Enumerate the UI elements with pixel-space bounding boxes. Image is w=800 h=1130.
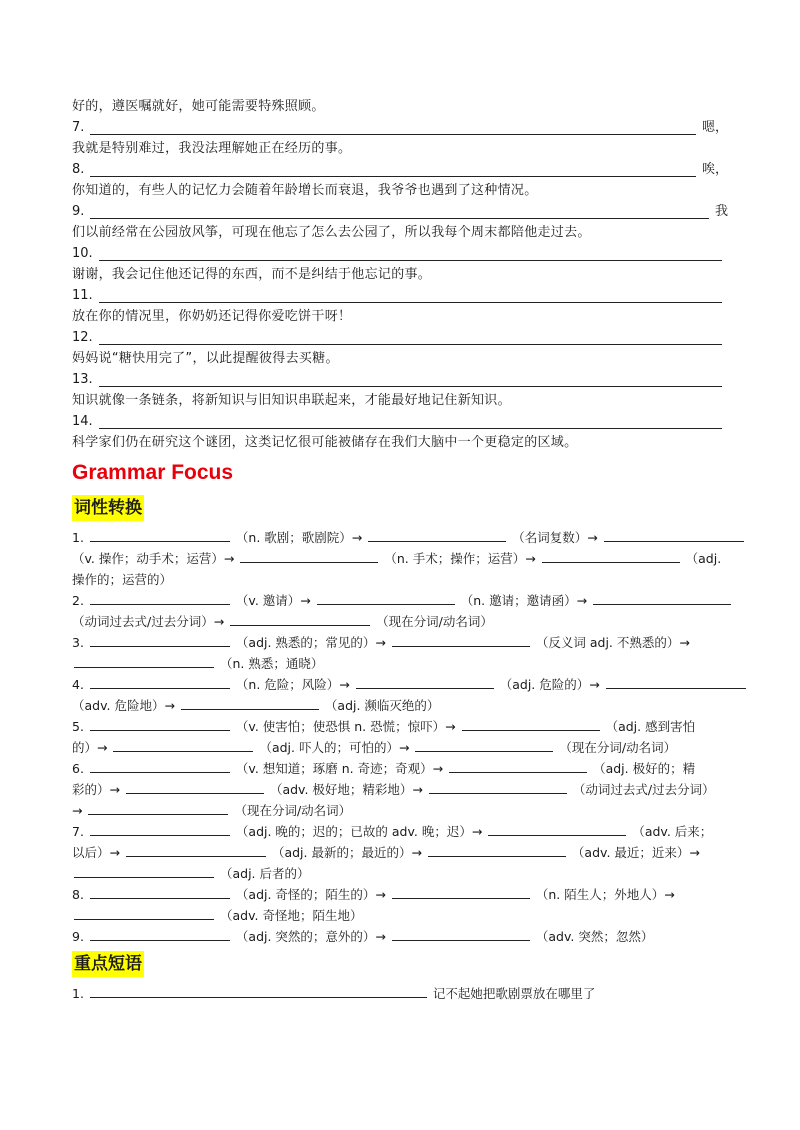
word-form-line: 3. （adj. 熟悉的；常见的）→ （反义词 adj. 不熟悉的）→: [72, 635, 690, 650]
answer-blank[interactable]: [74, 906, 214, 920]
translation-item: [72, 285, 728, 306]
worksheet-page: [72, 96, 728, 1004]
item-continuation-text: 科学家们仍在研究这个谜团，这类记忆很可能被储存在我们大脑中一个更稳定的区域。: [72, 435, 578, 450]
item-number: 10.: [72, 246, 93, 261]
word-form-line: （adj. 后者的）: [72, 863, 728, 884]
item-number: 13.: [72, 372, 93, 387]
word-forms-list: [72, 527, 728, 947]
word-form-line: 8. （adj. 奇怪的；陌生的）→ （n. 陌生人；外地人）→: [72, 887, 675, 902]
answer-blank[interactable]: [449, 759, 587, 773]
answer-blank[interactable]: [90, 927, 230, 941]
answer-blank[interactable]: [99, 288, 722, 303]
item-number: 8.: [72, 162, 85, 177]
answer-blank[interactable]: [356, 675, 494, 689]
answer-blank[interactable]: [392, 633, 530, 647]
answer-blank[interactable]: [88, 801, 228, 815]
item-6-continuation: 好的，遵医嘱就好，她可能需要特殊照顾。: [72, 99, 325, 114]
answer-blank[interactable]: [90, 675, 230, 689]
section-title-word-forms: 词性转换: [72, 495, 144, 521]
answer-blank[interactable]: [606, 675, 746, 689]
answer-blank[interactable]: [429, 780, 567, 794]
word-form-line: 1. （n. 歌剧；歌剧院）→ （名词复数）→: [72, 527, 728, 548]
word-form-line: 5. （v. 使害怕；使恐惧 n. 恐慌；惊吓）→ （adj. 感到害怕: [72, 719, 696, 734]
answer-blank[interactable]: [428, 843, 566, 857]
translation-item: [72, 159, 728, 180]
answer-blank[interactable]: [99, 414, 722, 429]
answer-blank[interactable]: [74, 654, 214, 668]
answer-blank[interactable]: [90, 885, 230, 899]
answer-blank[interactable]: [90, 984, 427, 998]
answer-blank[interactable]: [99, 246, 722, 261]
item-number: 7.: [72, 120, 85, 135]
translation-item: [72, 201, 728, 222]
answer-blank[interactable]: [74, 864, 214, 878]
answer-blank[interactable]: [99, 330, 722, 345]
word-form-line: 9. （adj. 突然的；意外的）→ （adv. 突然；忽然）: [72, 929, 654, 944]
answer-blank[interactable]: [240, 549, 378, 563]
answer-blank[interactable]: [392, 927, 530, 941]
translation-item: [72, 327, 728, 348]
section-title-key-phrases: 重点短语: [72, 951, 144, 977]
item-number: 9.: [72, 204, 85, 219]
answer-blank[interactable]: [392, 885, 530, 899]
item-continuation-text: 我就是特别难过，我没法理解她正在经历的事。: [72, 141, 352, 156]
item-continuation-text: 知识就像一条链条，将新知识与旧知识串联起来，才能最好地记住新知识。: [72, 393, 511, 408]
answer-blank[interactable]: [488, 822, 626, 836]
word-form-line: 4. （n. 危险；风险）→ （adj. 危险的）→: [72, 674, 728, 695]
item-number: 12.: [72, 330, 93, 345]
answer-blank[interactable]: [90, 717, 230, 731]
answer-blank[interactable]: [90, 162, 696, 177]
answer-blank[interactable]: [90, 822, 230, 836]
answer-blank[interactable]: [230, 612, 370, 626]
word-form-line: （v. 操作；动手术；运营）→ （n. 手术；操作；运营）→ （adj.: [72, 551, 722, 566]
answer-blank[interactable]: [90, 591, 230, 605]
answer-blank[interactable]: [368, 528, 506, 542]
translation-items: [72, 117, 728, 453]
item-continuation-text: 们以前经常在公园放风筝，可现在他忘了怎么去公园了，所以我每个周末都陪他走过去。: [72, 225, 591, 240]
answer-blank[interactable]: [90, 759, 230, 773]
answer-blank[interactable]: [99, 372, 722, 387]
answer-blank[interactable]: [113, 738, 253, 752]
answer-blank[interactable]: [593, 591, 731, 605]
answer-blank[interactable]: [90, 633, 230, 647]
answer-blank[interactable]: [90, 528, 230, 542]
word-form-line: 2. （v. 邀请）→ （n. 邀请；邀请函）→: [72, 590, 728, 611]
word-form-line: → （现在分词/动名词）: [72, 803, 352, 818]
item-number: 14.: [72, 414, 93, 429]
item-continuation-text: 谢谢，我会记住他还记得的东西，而不是纠结于他忘记的事。: [72, 267, 432, 282]
translation-item: [72, 369, 728, 390]
word-form-line: （n. 熟悉；通晓）: [72, 653, 728, 674]
item-continuation-text: 你知道的，有些人的记忆力会随着年龄增长而衰退，我爷爷也遇到了这种情况。: [72, 183, 538, 198]
answer-blank[interactable]: [604, 528, 744, 542]
item-continuation-text: 放在你的情况里，你奶奶还记得你爱吃饼干呀！: [72, 309, 352, 324]
answer-blank[interactable]: [462, 717, 600, 731]
answer-blank[interactable]: [126, 843, 266, 857]
item-tail-text: 唉，: [701, 162, 728, 177]
answer-blank[interactable]: [181, 696, 319, 710]
word-form-line: 6. （v. 想知道；琢磨 n. 奇迹；奇观）→ （adj. 极好的；精: [72, 761, 696, 776]
word-form-line: （adv. 奇怪地；陌生地）: [72, 905, 728, 926]
item-number: 11.: [72, 288, 93, 303]
answer-blank[interactable]: [415, 738, 553, 752]
word-form-line: 以后）→ （adj. 最新的；最近的）→ （adv. 最近；近来）→: [72, 845, 700, 860]
word-form-line: 彩的）→ （adv. 极好地；精彩地）→ （动词过去式/过去分词）: [72, 782, 715, 797]
item-tail-text: 我: [714, 204, 728, 219]
answer-blank[interactable]: [317, 591, 455, 605]
answer-blank[interactable]: [542, 549, 680, 563]
grammar-focus-title: Grammar Focus: [72, 461, 234, 484]
word-form-line: （动词过去式/过去分词）→ （现在分词/动名词）: [72, 614, 493, 629]
translation-item: [72, 411, 728, 432]
word-form-line: 操作的；运营的）: [72, 572, 173, 587]
answer-blank[interactable]: [90, 204, 709, 219]
answer-blank[interactable]: [90, 120, 696, 135]
word-form-line: （adv. 危险地）→ （adj. 濒临灭绝的）: [72, 698, 440, 713]
word-form-line: 7. （adj. 晚的；迟的；已故的 adv. 晚；迟）→ （adv. 后来；: [72, 824, 713, 839]
translation-item: [72, 117, 728, 138]
item-continuation-text: 妈妈说“糖快用完了”，以此提醒彼得去买糖。: [72, 351, 339, 366]
translation-item: [72, 243, 728, 264]
answer-blank[interactable]: [126, 780, 264, 794]
word-form-line: 的）→ （adj. 吓人的；可怕的）→ （现在分词/动名词）: [72, 740, 677, 755]
item-tail-text: 嗯，: [701, 120, 728, 135]
phrase-line: 1. 记不起她把歌剧票放在哪里了: [72, 986, 596, 1001]
